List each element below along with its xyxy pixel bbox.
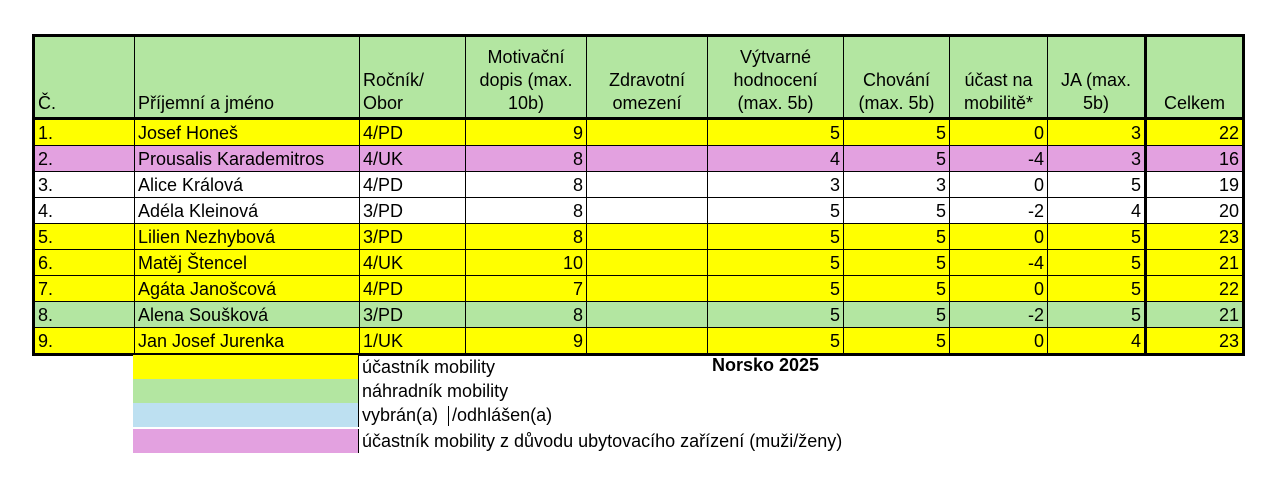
table-row — [34, 119, 1244, 146]
cell-no: 7. — [34, 276, 135, 302]
legend-swatch-selected — [133, 403, 358, 427]
cell-name: Alice Králová — [135, 172, 360, 198]
cell-health — [587, 172, 708, 198]
header-motivation: Motivační dopis (max. 10b) — [466, 36, 587, 119]
header-no: Č. — [34, 36, 135, 119]
cell-health — [587, 302, 708, 328]
cell-name: Matěj Štencel — [135, 250, 360, 276]
cell-total: 21 — [1146, 250, 1244, 276]
legend-label-participant: účastník mobility — [358, 355, 495, 379]
cell-art: 3 — [708, 172, 844, 198]
cell-art: 5 — [708, 250, 844, 276]
cell-name: Lilien Nezhybová — [135, 224, 360, 250]
cell-behavior: 5 — [844, 224, 950, 250]
cell-year: 4/PD — [360, 119, 466, 146]
cell-ja: 5 — [1048, 302, 1146, 328]
cell-name: Josef Honeš — [135, 119, 360, 146]
cell-name: Agáta Janošcová — [135, 276, 360, 302]
cell-behavior: 5 — [844, 146, 950, 172]
table-row — [34, 224, 1244, 250]
cell-behavior: 5 — [844, 198, 950, 224]
table-row — [34, 146, 1244, 172]
cell-ja: 3 — [1048, 146, 1146, 172]
cell-health — [587, 119, 708, 146]
cell-year: 4/PD — [360, 276, 466, 302]
table-row — [34, 302, 1244, 328]
legend-label-selected-text: vybrán(a) — [362, 405, 439, 425]
cell-behavior: 5 — [844, 302, 950, 328]
legend-label-accommodation: účastník mobility z důvodu ubytovacího zařízení (muži/ženy) — [358, 429, 842, 453]
legend-divider — [448, 406, 449, 426]
cell-no: 8. — [34, 302, 135, 328]
legend-swatch-participant — [133, 355, 358, 379]
cell-motivation: 8 — [466, 224, 587, 250]
cell-no: 6. — [34, 250, 135, 276]
cell-no: 9. — [34, 328, 135, 355]
cell-total: 21 — [1146, 302, 1244, 328]
cell-art: 5 — [708, 224, 844, 250]
cell-art: 5 — [708, 276, 844, 302]
header-ja: JA (max. 5b) — [1048, 36, 1146, 119]
cell-year: 3/PD — [360, 302, 466, 328]
cell-health — [587, 198, 708, 224]
cell-participation: -4 — [950, 146, 1048, 172]
cell-no: 3. — [34, 172, 135, 198]
scores-table — [32, 34, 1245, 356]
cell-motivation: 8 — [466, 302, 587, 328]
cell-no: 2. — [34, 146, 135, 172]
cell-motivation: 8 — [466, 146, 587, 172]
cell-no: 1. — [34, 119, 135, 146]
cell-year: 1/UK — [360, 328, 466, 355]
cell-motivation: 7 — [466, 276, 587, 302]
cell-art: 5 — [708, 119, 844, 146]
cell-ja: 5 — [1048, 172, 1146, 198]
cell-motivation: 9 — [466, 328, 587, 355]
cell-motivation: 8 — [466, 198, 587, 224]
cell-total: 23 — [1146, 328, 1244, 355]
header-participation: účast na mobilitě* — [950, 36, 1048, 119]
cell-ja: 4 — [1048, 328, 1146, 355]
cell-participation: 0 — [950, 172, 1048, 198]
cell-total: 22 — [1146, 276, 1244, 302]
header-behavior: Chování (max. 5b) — [844, 36, 950, 119]
cell-year: 3/PD — [360, 224, 466, 250]
header-health: Zdravotní omezení — [587, 36, 708, 119]
cell-behavior: 3 — [844, 172, 950, 198]
sheet-title: Norsko 2025 — [712, 355, 820, 375]
cell-total: 20 — [1146, 198, 1244, 224]
legend-swatch-substitute — [133, 379, 358, 403]
cell-participation: 0 — [950, 328, 1048, 355]
legend-label-unsubscribed-text: /odhlášen(a) — [452, 405, 553, 425]
cell-ja: 3 — [1048, 119, 1146, 146]
header-year: Ročník/ Obor — [360, 36, 466, 119]
header-name: Příjemní a jméno — [135, 36, 360, 119]
cell-participation: -2 — [950, 198, 1048, 224]
cell-participation: 0 — [950, 224, 1048, 250]
cell-health — [587, 224, 708, 250]
cell-ja: 4 — [1048, 198, 1146, 224]
table-row — [34, 250, 1244, 276]
cell-art: 5 — [708, 328, 844, 355]
cell-name: Adéla Kleinová — [135, 198, 360, 224]
cell-ja: 5 — [1048, 224, 1146, 250]
table-row — [34, 172, 1244, 198]
cell-participation: -4 — [950, 250, 1048, 276]
cell-year: 4/PD — [360, 172, 466, 198]
cell-health — [587, 276, 708, 302]
table-row — [34, 276, 1244, 302]
cell-behavior: 5 — [844, 250, 950, 276]
cell-health — [587, 250, 708, 276]
cell-motivation: 8 — [466, 172, 587, 198]
cell-ja: 5 — [1048, 250, 1146, 276]
cell-art: 5 — [708, 198, 844, 224]
cell-year: 4/UK — [360, 146, 466, 172]
cell-total: 16 — [1146, 146, 1244, 172]
cell-total: 23 — [1146, 224, 1244, 250]
table-row — [34, 198, 1244, 224]
cell-health — [587, 146, 708, 172]
header-art: Výtvarné hodnocení (max. 5b) — [708, 36, 844, 119]
header-total: Celkem — [1146, 36, 1244, 119]
legend-label-substitute: náhradník mobility — [358, 379, 508, 403]
cell-art: 4 — [708, 146, 844, 172]
cell-participation: 0 — [950, 119, 1048, 146]
cell-behavior: 5 — [844, 276, 950, 302]
legend-swatch-accommodation — [133, 429, 358, 453]
legend-label-selected — [358, 403, 552, 427]
cell-name: Jan Josef Jurenka — [135, 328, 360, 355]
table-row — [34, 328, 1244, 355]
cell-total: 19 — [1146, 172, 1244, 198]
cell-health — [587, 328, 708, 355]
cell-art: 5 — [708, 302, 844, 328]
cell-motivation: 9 — [466, 119, 587, 146]
cell-behavior: 5 — [844, 119, 950, 146]
cell-motivation: 10 — [466, 250, 587, 276]
cell-participation: -2 — [950, 302, 1048, 328]
cell-participation: 0 — [950, 276, 1048, 302]
cell-name: Prousalis Karademitros — [135, 146, 360, 172]
cell-name: Alena Soušková — [135, 302, 360, 328]
cell-no: 4. — [34, 198, 135, 224]
cell-year: 4/UK — [360, 250, 466, 276]
header-row — [34, 36, 1244, 119]
cell-ja: 5 — [1048, 276, 1146, 302]
cell-no: 5. — [34, 224, 135, 250]
cell-year: 3/PD — [360, 198, 466, 224]
cell-behavior: 5 — [844, 328, 950, 355]
cell-total: 22 — [1146, 119, 1244, 146]
